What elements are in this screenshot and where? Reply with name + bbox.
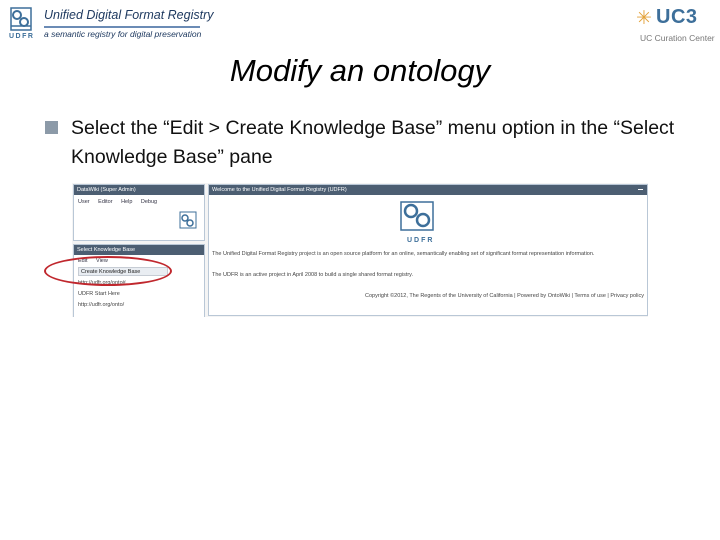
menu-debug[interactable]: Debug: [140, 199, 158, 205]
welcome-pane-header: [209, 185, 647, 195]
app-screenshot: [72, 183, 648, 317]
menu-view[interactable]: View: [96, 258, 108, 264]
udfr-logo: [9, 6, 35, 42]
kb-item[interactable]: http://udfr.org/onto/: [78, 302, 125, 308]
star-icon: ✳: [636, 8, 652, 29]
welcome-logo-text: UDFR: [407, 237, 435, 244]
kb-item[interactable]: UDFR Start Here: [78, 291, 120, 297]
registry-subtitle: a semantic registry for digital preservation: [44, 29, 202, 39]
datawiki-menu: [78, 199, 164, 205]
header-divider: [44, 26, 200, 28]
bullet-square-icon: [45, 121, 58, 134]
logo-text: UDFR: [9, 33, 35, 40]
menu-editor[interactable]: Editor: [98, 199, 113, 205]
datawiki-pane-header: DataWiki (Super Admin): [74, 185, 204, 195]
welcome-paragraph-1: The Unified Digital Format Registry project is an open source platform for an online, semantically enabling set of significant format representation information.: [212, 251, 595, 257]
create-kb-menu-item[interactable]: Create Knowledge Base: [78, 267, 168, 276]
kb-item[interactable]: http://udfr.org/onto#: [78, 280, 126, 286]
minimize-icon[interactable]: [638, 189, 643, 190]
menu-help[interactable]: Help: [121, 199, 133, 205]
uc3-subtitle: UC Curation Center: [640, 33, 715, 43]
welcome-pane-title: Welcome to the Unified Digital Format Registry (UDFR): [212, 187, 347, 193]
udfr-gear-logo-icon: [398, 200, 438, 234]
welcome-pane: [208, 184, 648, 316]
slide-title: Modify an ontology: [229, 53, 491, 88]
uc3-logo: [636, 6, 714, 46]
highlight-oval: [44, 256, 172, 286]
welcome-paragraph-2: The UDFR is an active project in April 2008 to build a single shared format registry.: [212, 272, 414, 278]
bullet-text: Select the “Edit > Create Knowledge Base” menu option in the “Select Knowledge Base” pane: [71, 117, 675, 168]
datawiki-pane: [73, 184, 205, 241]
uc3-wordmark: UC3: [656, 6, 698, 28]
menu-user[interactable]: User: [78, 199, 90, 205]
registry-title: Unified Digital Format Registry: [44, 8, 214, 22]
welcome-footer: Copyright ©2012, The Regents of the University of California | Powered by OntoWiki | Terms of use | Privacy policy: [365, 293, 644, 299]
gear-icon: [179, 211, 197, 231]
select-kb-pane-header: Select Knowledge Base: [74, 245, 204, 255]
menu-edit[interactable]: Edit: [78, 258, 88, 264]
